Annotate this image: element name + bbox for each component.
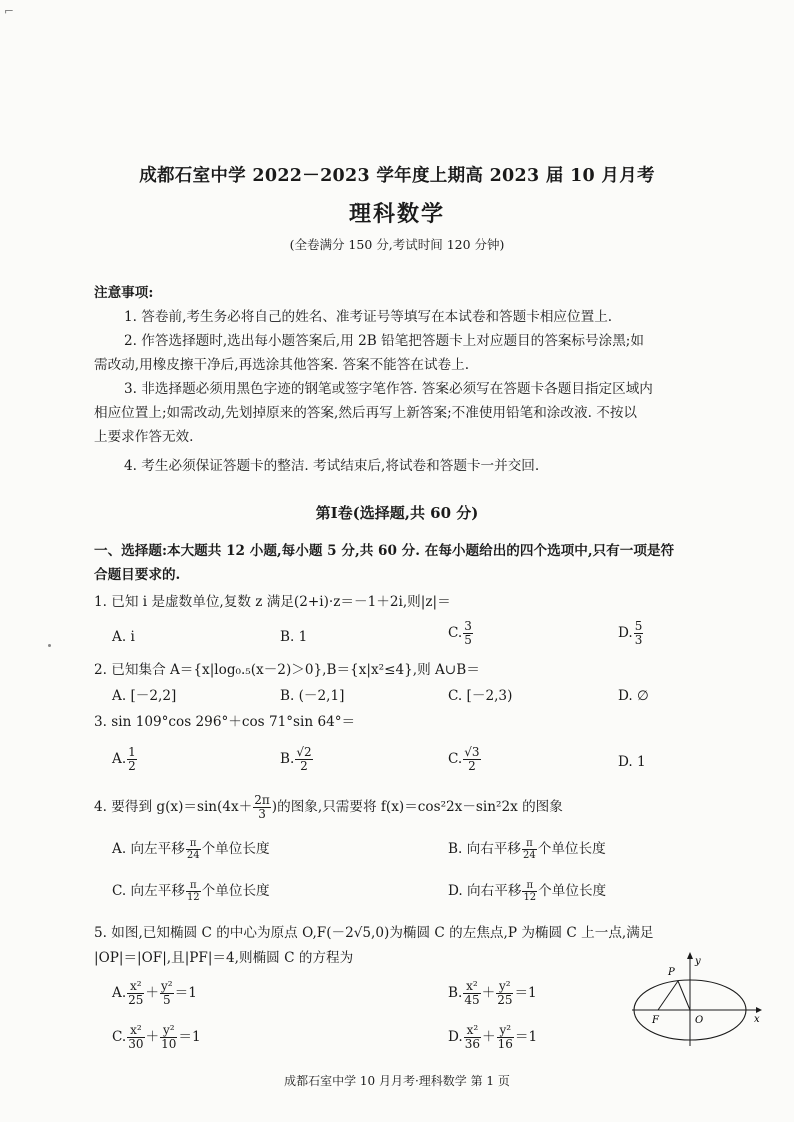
q2-stem: 2. 已知集合 A＝{x|log₀.₅(x－2)＞0},B＝{x|x²≤4},则 A∪B＝ [94,662,480,678]
q1-option-a: A. i [112,629,135,645]
q5-option-b: B. $\frac{\text{x²}}{45}$ ＋ $\frac{\text{y²}}{25}$ ＝1 [448,979,537,1007]
q2-option-b: B. (－2,1] [280,688,345,704]
label-y: y [695,956,701,967]
label-f: F [652,1015,659,1026]
label-o: O [695,1015,704,1026]
x-axis-arrow [756,1007,762,1013]
q5-stem-cont: |OP|＝|OF|,且|PF|＝4,则椭圆 C 的方程为 [94,950,354,966]
q5-stem: 5. 如图,已知椭圆 C 的中心为原点 O,F(－2√5,0)为椭圆 C 的左焦点,P 为椭圆 C 上一点,满足 [94,925,654,941]
section-heading: 第Ⅰ卷(选择题,共 60 分) [315,504,479,522]
q3-option-a: A. $\frac{1}{2}$ [112,745,136,773]
q1-stem: 1. 已知 i 是虚数单位,复数 z 满足(2+i)·z＝－1＋2i,则|z|＝ [94,594,451,610]
notice-item-1: 1. 答卷前,考生务必将自己的姓名、准考证号等填写在本试卷和答题卡相应位置上. [124,309,613,325]
q4-stem: 4. 要得到 g(x)＝sin(4x＋ $\frac{2\pi}{3}$ )的图象,只需要将 f(x)＝cos²2x－sin²2x 的图象 [94,793,563,821]
segment-pf [658,981,678,1010]
q2-option-d: D. ∅ [618,688,649,704]
q3-stem: 3. sin 109°cos 296°＋cos 71°sin 64°＝ [94,714,356,730]
notice-item-4: 4. 考生必须保证答题卡的整洁. 考试结束后,将试卷和答题卡一并交回. [124,458,540,474]
q3-option-d: D. 1 [618,754,646,770]
q4-option-c: C. 向左平移 $\frac{\pi}{12}$ 个单位长度 [112,880,270,903]
q3-option-c: C. $\frac{√3}{2}$ [448,745,480,773]
q2-option-c: C. [－2,3) [448,688,513,704]
exam-title: 成都石室中学 2022－2023 学年度上期高 2023 届 10 月月考 [139,166,655,186]
q2-option-a: A. [－2,2] [112,688,177,704]
q4-option-b: B. 向右平移 $\frac{\pi}{24}$ 个单位长度 [448,838,606,861]
q5-option-d: D. $\frac{\text{x²}}{36}$ ＋ $\frac{\text{y²}}{16}$ ＝1 [448,1023,538,1051]
q3-option-b: B. $\frac{√2}{2}$ [280,745,312,773]
q1-option-c: C. $\frac{3}{5}$ [448,619,472,647]
label-p: P [668,967,675,978]
notice-item-3: 3. 非选择题必须用黑色字迹的钢笔或签字笔作答. 答案必须写在答题卡各题目指定区域内 [124,381,653,397]
subject-title: 理科数学 [348,201,445,227]
corner-mark: ⌐ [4,4,15,18]
notice-item-2: 2. 作答选择题时,选出每小题答案后,用 2B 铅笔把答题卡上对应题目的答案标号涂黑;如 [124,333,644,349]
margin-dot [48,644,51,647]
q4-option-d: D. 向右平移 $\frac{\pi}{12}$ 个单位长度 [448,880,607,903]
notice-item-3-cont: 相应位置上;如需改动,先划掉原来的答案,然后再写上新答案;不准使用铅笔和涂改液. 不按以 [94,405,638,421]
exam-note: (全卷满分 150 分,考试时间 120 分钟) [289,237,505,252]
part1-instructions: 一、选择题:本大题共 12 小题,每小题 5 分,共 60 分. 在每小题给出的四个选项中,只有一项是符 [94,543,675,559]
q5-option-c: C. $\frac{\text{x²}}{30}$ ＋ $\frac{\text{y²}}{10}$ ＝1 [112,1023,201,1051]
y-axis-arrow [687,952,693,959]
ellipse-figure [628,950,764,1048]
notice-item-3-end: 上要求作答无效. [94,429,194,445]
notice-item-2-cont: 需改动,用橡皮擦干净后,再选涂其他答案. 答案不能答在试卷上. [94,357,470,373]
q4-option-a: A. 向左平移 $\frac{\pi}{24}$ 个单位长度 [112,838,270,861]
q1-option-d: D. $\frac{5}{3}$ [618,619,643,647]
label-x: x [754,1014,760,1025]
segment-po [678,981,690,1010]
part1-instructions-cont: 合题目要求的. [94,567,181,583]
q5-option-a: A. $\frac{\text{x²}}{25}$ ＋ $\frac{\text{y²}}{5}$ ＝1 [112,979,197,1007]
q1-option-b: B. 1 [280,629,308,645]
page-footer: 成都石室中学 10 月月考·理科数学 第 1 页 [284,1074,510,1088]
notice-heading: 注意事项: [94,285,154,301]
